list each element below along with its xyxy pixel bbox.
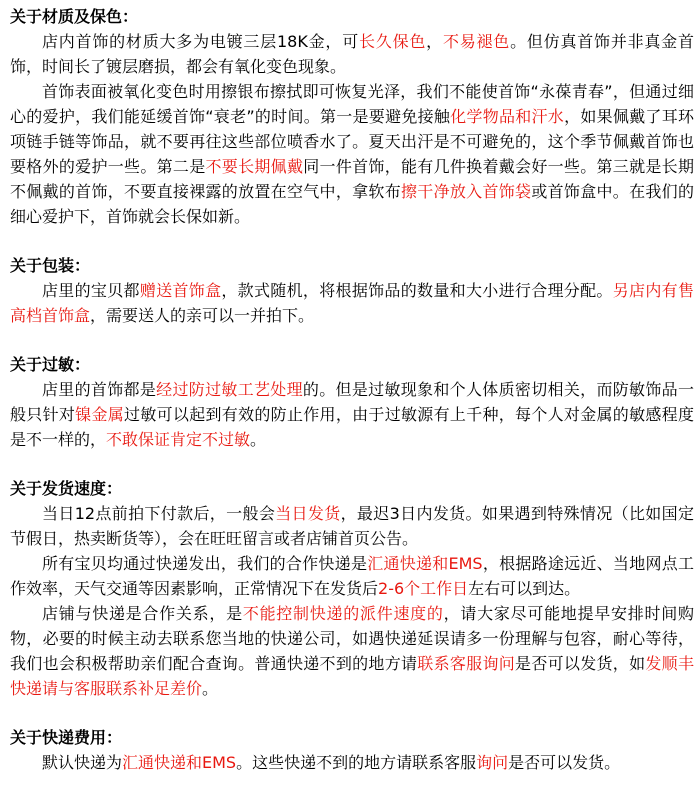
- highlighted-text: 汇通快递和EMS: [122, 753, 237, 772]
- text-run: 或首饰盒中。在我们的细心爱护下，首饰就会长保如新。: [10, 182, 694, 226]
- section-heading: 关于过敏：: [10, 355, 91, 374]
- text-run: 。: [202, 679, 219, 698]
- highlighted-text: 擦干净放入首饰袋: [401, 182, 532, 201]
- text-run: 。: [250, 430, 267, 449]
- text-run: 左右可以到达。: [468, 579, 581, 598]
- text-run: 同一件首饰，能有几件换着戴会好一些。第三就是长期不佩戴的首饰，不要直接裸露的放置在空气中，拿软布: [10, 157, 694, 201]
- text-run: 店里的宝贝都: [42, 281, 140, 300]
- text-run: ，根据路途远近、当地网点工作效率，天气交通等因素影响，正常情况下在发货后: [10, 554, 694, 598]
- paragraph: [10, 750, 694, 775]
- text-run: 店里的首饰都是: [42, 380, 157, 399]
- section-heading: 关于快递费用：: [10, 728, 123, 747]
- text-run: 是否可以发货，如: [515, 654, 646, 673]
- highlighted-text: 询问: [476, 753, 509, 772]
- text-run: ，请大家尽可能地提早安排时间购物，必要的时候主动去联系您当地的快递公司，如遇快递延误请多一份理解与包容，耐心等待，我们也会积极帮助亲们配合查询。普通快递不到的地方请: [10, 604, 694, 673]
- paragraph: [10, 79, 694, 229]
- text-run: ，如果佩戴了耳环项链手链等饰品，就不要再往这些部位喷香水了。夏天出汗是不可避免的，这个季节佩戴首饰也要格外的爱护一些。第二是: [10, 107, 694, 176]
- section-heading: 关于材质及保色：: [10, 7, 139, 26]
- text-run: 店内首饰的材质大多为电镀三层18K金，可: [42, 32, 359, 51]
- highlighted-text: 汇通快递和EMS: [367, 554, 483, 573]
- text-run: 。这些快递不到的地方请联系客服: [236, 753, 477, 772]
- text-run: ，需要送人的亲可以一并拍下。: [90, 306, 315, 325]
- text-run: ，款式随机，将根据饰品的数量和大小进行合理分配。: [221, 281, 613, 300]
- text-run: ，最迟3日内发货。如果遇到特殊情况（比如国定节假日，热卖断货等），会在旺旺留言或者店铺首页公告。: [10, 504, 694, 548]
- highlighted-text: 不易褪色: [442, 32, 511, 51]
- text-run: 当日12点前拍下付款后，一般会: [42, 504, 276, 523]
- paragraph: [10, 29, 694, 79]
- highlighted-text: 赠送首饰盒: [139, 281, 222, 300]
- paragraph: [10, 601, 694, 701]
- highlighted-text: 发顺丰快递请与客服联系补足差价: [10, 654, 694, 698]
- section-shipping-speed: [10, 476, 694, 701]
- highlighted-text: 当日发货: [275, 504, 341, 523]
- text-run: 店铺与快递是合作关系，是: [42, 604, 243, 623]
- text-run: 。但仿真首饰并非真金首饰，时间长了镀层磨损，都会有氧化变色现象。: [10, 32, 694, 76]
- section-heading: 关于发货速度：: [10, 479, 123, 498]
- section-packaging: [10, 253, 694, 328]
- highlighted-text: 经过防过敏工艺处理: [156, 380, 303, 399]
- text-run: 所有宝贝均通过快递发出，我们的合作快递是: [42, 554, 368, 573]
- paragraph: [10, 278, 694, 328]
- highlighted-text: 不能控制快递的派件速度的: [242, 604, 444, 623]
- highlighted-text: 联系客服询问: [417, 654, 516, 673]
- highlighted-text: 不要长期佩戴: [205, 157, 304, 176]
- highlighted-text: 镍金属: [75, 405, 125, 424]
- highlighted-text: 长久保色: [359, 32, 427, 51]
- text-run: 默认快递为: [42, 753, 123, 772]
- text-run: 的。但是过敏现象和个人体质密切相关，而防敏饰品一般只针对: [10, 380, 694, 424]
- highlighted-text: 不敢保证肯定不过敏: [106, 430, 251, 449]
- section-heading: 关于包装：: [10, 256, 91, 275]
- text-run: 过敏可以起到有效的防止作用，由于过敏源有上千种，每个人对金属的敏感程度是不一样的，: [10, 405, 694, 449]
- highlighted-text: 化学物品和汗水: [450, 107, 565, 126]
- text-run: 首饰表面被氧化变色时用擦银布擦拭即可恢复光泽，我们不能使首饰“永葆青春”，但通过细心的爱护，我们能延缓首饰“衰老”的时间。第一是要避免接触: [10, 82, 694, 126]
- section-allergy: [10, 352, 694, 452]
- section-material: [10, 4, 694, 229]
- highlighted-text: 2-6个工作日: [378, 579, 469, 598]
- text-run: 是否可以发货。: [508, 753, 621, 772]
- text-run: ，: [426, 32, 443, 51]
- paragraph: [10, 551, 694, 601]
- highlighted-text: 另店内有售高档首饰盒: [10, 281, 694, 325]
- paragraph: [10, 501, 694, 551]
- paragraph: [10, 377, 694, 452]
- section-shipping-fee: [10, 725, 694, 775]
